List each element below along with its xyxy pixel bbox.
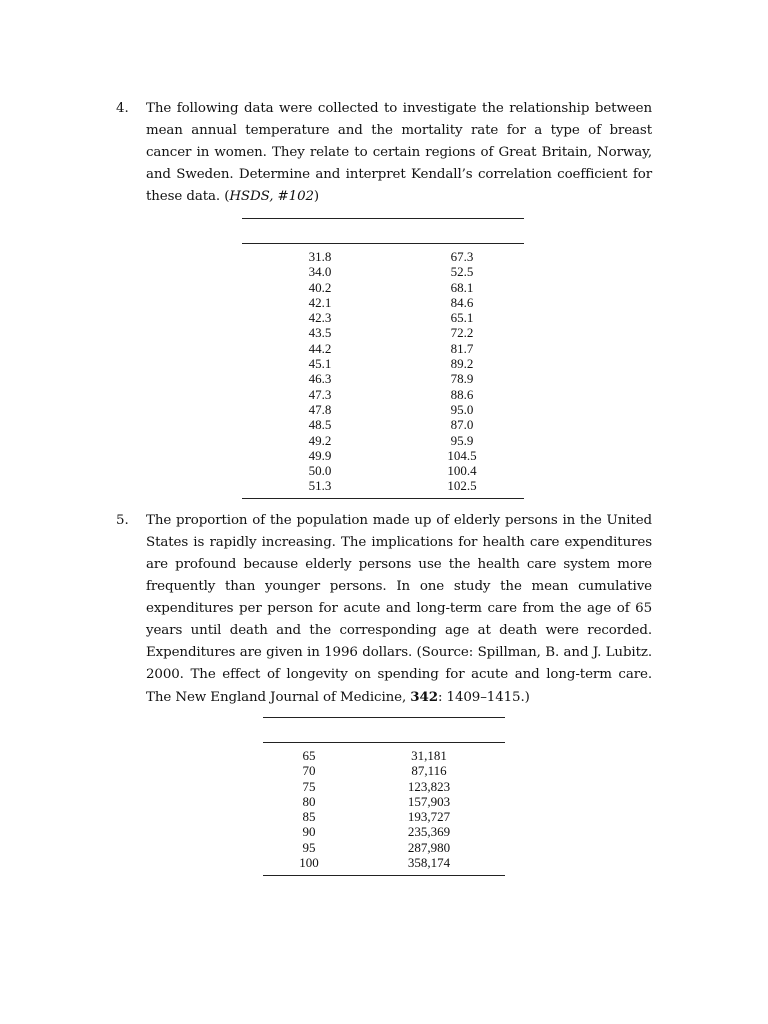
table-header-rule — [263, 742, 505, 743]
table-bottom-rule — [263, 875, 505, 876]
cell-mortality: 87.0 — [450, 417, 474, 433]
table-row — [242, 478, 524, 493]
table-row — [242, 356, 524, 371]
problem-5 — [116, 510, 652, 709]
cell-age: 70 — [302, 763, 316, 779]
cell-expenditure: 358,174 — [407, 855, 451, 871]
table-row — [263, 840, 505, 855]
cell-expenditure: 235,369 — [407, 824, 451, 840]
cell-age: 95 — [302, 839, 316, 855]
cell-age: 90 — [302, 824, 316, 840]
table-row — [242, 387, 524, 402]
data-table-age-expenditures — [263, 717, 505, 879]
table-row — [242, 249, 524, 264]
table-header-rule — [242, 243, 524, 244]
table-row — [242, 280, 524, 295]
table-body — [242, 249, 524, 494]
cell-temperature: 46.3 — [308, 371, 332, 387]
problem-4 — [116, 98, 652, 208]
cell-temperature: 34.0 — [308, 264, 332, 280]
cell-mortality: 68.1 — [450, 279, 474, 295]
cell-temperature: 48.5 — [308, 417, 332, 433]
cell-temperature: 45.1 — [308, 356, 332, 372]
table-row — [263, 855, 505, 870]
problem-text-end: ) — [313, 189, 320, 204]
cell-temperature: 49.2 — [308, 432, 332, 448]
table-body — [263, 748, 505, 870]
cell-temperature: 47.3 — [308, 386, 332, 402]
cell-mortality: 95.9 — [450, 432, 474, 448]
problem-text-main: The following data were collected to investigate the relationship between mean annual temperature and the mortality rate for a type of breast cancer in women. They relate to certain regions of Great Britain, Norway, and Sweden. Determine and interpret Kendall’s correlation coefficient for these data. ( — [146, 101, 652, 204]
cell-mortality: 104.5 — [447, 447, 477, 463]
table-row — [242, 325, 524, 340]
cell-mortality: 81.7 — [450, 340, 474, 356]
cell-temperature: 42.1 — [308, 294, 332, 310]
table-row — [263, 779, 505, 794]
cell-expenditure: 123,823 — [407, 778, 451, 794]
cell-mortality: 52.5 — [450, 264, 474, 280]
cell-mortality: 102.5 — [447, 478, 477, 494]
cell-temperature: 43.5 — [308, 325, 332, 341]
problem-reference: HSDS, #102 — [229, 189, 314, 204]
cell-temperature: 51.3 — [308, 478, 332, 494]
cell-expenditure: 31,181 — [411, 748, 447, 763]
table-row — [242, 264, 524, 279]
cell-temperature: 47.8 — [308, 401, 332, 417]
cell-age: 75 — [302, 778, 316, 794]
cell-mortality: 67.3 — [450, 249, 474, 264]
table-row — [242, 463, 524, 478]
problem-text-end: : 1409–1415.) — [437, 690, 530, 705]
table-row — [242, 433, 524, 448]
cell-temperature: 49.9 — [308, 447, 332, 463]
cell-temperature: 44.2 — [308, 340, 332, 356]
cell-mortality: 78.9 — [450, 371, 474, 387]
table-row — [242, 310, 524, 325]
table-row — [263, 763, 505, 778]
table-row — [242, 402, 524, 417]
cell-temperature: 42.3 — [308, 310, 332, 326]
table-row — [242, 448, 524, 463]
cell-expenditure: 193,727 — [407, 809, 451, 825]
cell-age: 65 — [302, 748, 316, 763]
journal-volume: 342 — [410, 689, 438, 705]
cell-mortality: 65.1 — [450, 310, 474, 326]
table-row — [242, 371, 524, 386]
cell-mortality: 84.6 — [450, 294, 474, 310]
table-row — [263, 748, 505, 763]
problem-text-main: The proportion of the population made up of elderly persons in the United States is rapidly increasing. The implications for health care expenditures are profound because elderly persons use the health care system more frequently than younger persons. In one study the mean cumulative expenditures per person for acute and long-term care from the age of 65 years until death and the corresponding age at death were recorded. Expenditures are given in 1996 dollars. (Source: Spillman, B. and J. Lubitz. 2000. The effect of longevity on spending for acute and long-term care. The New England Journal of Medicine, — [146, 513, 652, 705]
table-bottom-rule — [242, 498, 524, 499]
cell-temperature: 40.2 — [308, 279, 332, 295]
table-row — [263, 794, 505, 809]
cell-age: 80 — [302, 793, 316, 809]
cell-mortality: 95.0 — [450, 401, 474, 417]
cell-age: 85 — [302, 809, 316, 825]
cell-temperature: 50.0 — [308, 463, 332, 479]
table-top-rule — [263, 717, 505, 718]
cell-mortality: 89.2 — [450, 356, 474, 372]
cell-expenditure: 157,903 — [407, 793, 451, 809]
cell-mortality: 88.6 — [450, 386, 474, 402]
problem-text — [146, 98, 652, 208]
data-table-temperature-mortality — [242, 218, 524, 500]
problem-text — [146, 510, 652, 709]
cell-expenditure: 87,116 — [411, 763, 447, 779]
table-row — [242, 341, 524, 356]
table-row — [242, 417, 524, 432]
cell-age: 100 — [299, 855, 319, 871]
cell-expenditure: 287,980 — [407, 839, 451, 855]
problem-number: 4. — [116, 101, 129, 116]
table-top-rule — [242, 218, 524, 219]
table-row — [263, 809, 505, 824]
table-row — [263, 824, 505, 839]
cell-mortality: 72.2 — [450, 325, 474, 341]
cell-temperature: 31.8 — [308, 249, 332, 264]
cell-mortality: 100.4 — [447, 463, 477, 479]
table-row — [242, 295, 524, 310]
problem-number: 5. — [116, 513, 129, 528]
